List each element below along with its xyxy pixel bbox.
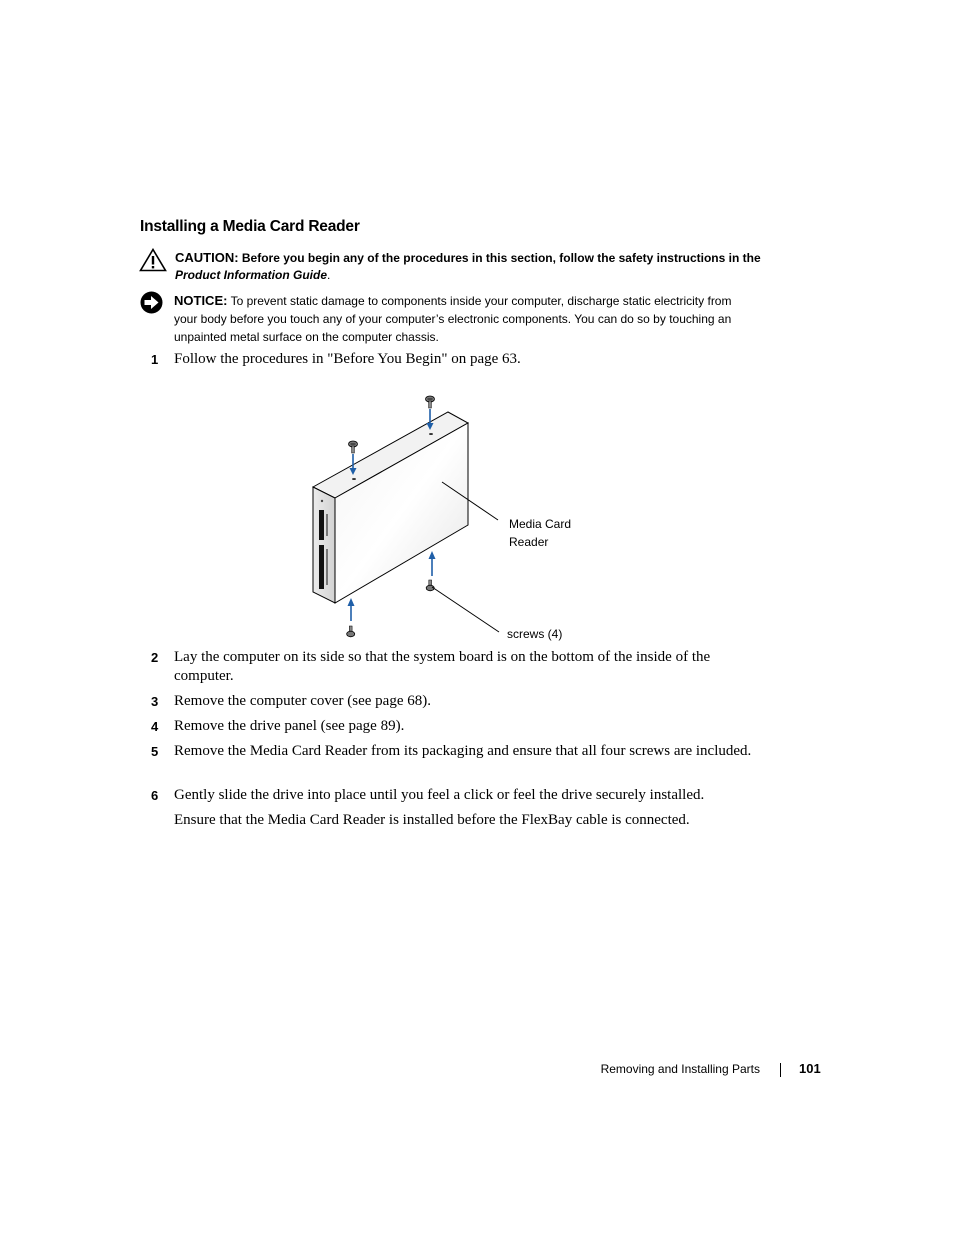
screw-icon xyxy=(347,626,355,637)
callout-reader-line2: Reader xyxy=(509,535,549,549)
step-text: Follow the procedures in "Before You Begin" on page 63. xyxy=(174,351,521,367)
screw-icon xyxy=(349,441,358,453)
page-number: 101 xyxy=(799,1061,821,1076)
step-number: 3 xyxy=(151,694,159,709)
step-number: 5 xyxy=(151,744,159,759)
screw-icon xyxy=(426,396,435,408)
step-text: Remove the computer cover (see page 68). xyxy=(174,693,431,709)
step-number: 2 xyxy=(151,650,159,665)
section-title: Installing a Media Card Reader xyxy=(140,218,360,235)
caution-label: CAUTION: xyxy=(175,250,239,265)
callout-reader-line1: Media Card xyxy=(509,517,572,531)
callout-media-card-reader xyxy=(509,515,571,551)
step-text: Lay the computer on its side so that the system board is on the bottom of the inside of the computer. xyxy=(174,649,711,684)
step-number: 4 xyxy=(151,719,159,734)
notice-arrow-icon xyxy=(140,291,163,314)
caution-note xyxy=(175,249,775,284)
step-text: Gently slide the drive into place until you feel a click or feel the drive securely installed. xyxy=(174,787,705,803)
caution-triangle-icon xyxy=(139,248,167,272)
callout-screws: screws (4) xyxy=(507,627,563,641)
notice-text: To prevent static damage to components inside your computer, discharge static electricity from your body before you touch any of your computer’s electronic components. You can do so by touching an unpainted metal surface on the computer chassis. xyxy=(174,294,732,344)
step-number: 6 xyxy=(151,788,159,803)
step-text: Remove the Media Card Reader from its packaging and ensure that all four screws are included. xyxy=(174,743,752,759)
notice-label: NOTICE: xyxy=(174,293,228,308)
caution-text: Before you begin any of the procedures in this section, follow the safety instructions in the xyxy=(241,251,761,265)
caution-reference: Product Information Guide xyxy=(175,268,327,282)
step-text: Remove the drive panel (see page 89). xyxy=(174,718,405,734)
notice-note xyxy=(174,292,754,346)
step-number: 1 xyxy=(151,352,159,367)
screw-icon xyxy=(426,580,434,591)
caution-end: . xyxy=(327,268,331,282)
step-note: Ensure that the Media Card Reader is installed before the FlexBay cable is connected. xyxy=(174,812,690,828)
footer-section-title: Removing and Installing Parts xyxy=(600,1062,760,1076)
footer-separator xyxy=(780,1063,781,1077)
